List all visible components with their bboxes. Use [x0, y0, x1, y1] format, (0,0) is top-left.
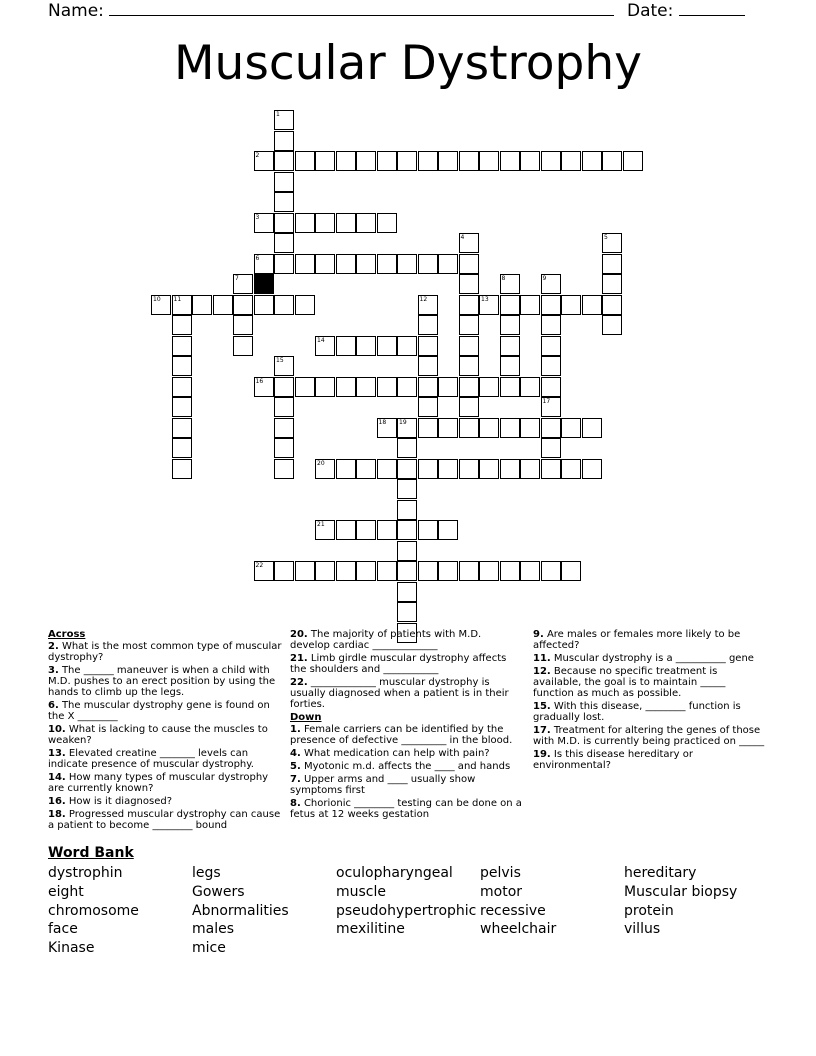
grid-cell[interactable] [192, 295, 212, 315]
grid-cell[interactable] [336, 561, 356, 581]
grid-cell[interactable] [295, 295, 315, 315]
clue-number: 4 [460, 234, 465, 241]
grid-cell[interactable] [315, 377, 335, 397]
grid-cell[interactable] [397, 479, 417, 499]
clue-number-label: 3. [48, 665, 59, 676]
clue-text: What medication can help with pain? [300, 748, 490, 759]
grid-cell[interactable] [479, 151, 499, 171]
clue-text: Treatment for altering the genes of those with M.D. is currently being practiced on _____ [533, 725, 765, 747]
grid-cell[interactable] [274, 438, 294, 458]
word-bank-item: pseudohypertrophic [336, 902, 477, 919]
clue-number: 17 [542, 398, 551, 405]
word-bank-item: chromosome [48, 902, 139, 919]
clue-item [290, 724, 524, 746]
grid-cell[interactable] [459, 459, 479, 479]
word-bank-item: Muscular biopsy [624, 883, 738, 900]
clue-number: 15 [276, 357, 284, 364]
grid-cell[interactable] [520, 295, 540, 315]
clue-number: 11 [173, 295, 182, 303]
grid-cell[interactable] [459, 151, 479, 171]
grid-cell[interactable] [274, 131, 294, 151]
grid-cell[interactable] [356, 459, 376, 479]
clue-item [290, 774, 524, 796]
clue-text: Muscular dystrophy is a __________ gene [550, 653, 754, 664]
grid-cell[interactable] [397, 459, 417, 479]
grid-cell[interactable] [295, 377, 315, 397]
clue-number-label: 18. [48, 809, 66, 820]
grid-cell[interactable] [561, 295, 581, 315]
grid-cell[interactable] [602, 295, 622, 315]
grid-cell[interactable] [561, 459, 581, 479]
clue-item [290, 798, 524, 820]
clue-number-label: 1. [290, 724, 301, 735]
grid-cell[interactable] [500, 561, 520, 581]
grid-cell[interactable] [418, 561, 438, 581]
clue-number-label: 6. [48, 700, 59, 711]
grid-cell[interactable] [541, 418, 561, 438]
grid-cell[interactable] [274, 295, 294, 315]
grid-cell[interactable] [377, 254, 397, 274]
grid-cell[interactable] [561, 418, 581, 438]
clue-text: Is this disease hereditary or environmental? [533, 749, 693, 771]
grid-cell[interactable] [418, 315, 438, 335]
clue-text: How many types of muscular dystrophy are currently known? [48, 772, 269, 794]
grid-cell[interactable] [397, 377, 417, 397]
grid-cell[interactable] [541, 356, 561, 376]
grid-cell[interactable] [336, 151, 356, 171]
grid-cell[interactable] [336, 377, 356, 397]
grid-cell[interactable] [438, 459, 458, 479]
clue-number-label: 11. [533, 653, 551, 664]
clue-text: Because no specific treatment is available, the goal is to maintain _____ function as much as possible. [533, 666, 726, 699]
grid-cell[interactable] [336, 336, 356, 356]
grid-cell[interactable] [336, 459, 356, 479]
clue-number-label: 19. [533, 749, 551, 760]
grid-cell[interactable] [500, 151, 520, 171]
clue-text: What is the most common type of muscular dystrophy? [48, 641, 282, 663]
grid-cell[interactable] [479, 459, 499, 479]
clue-item [290, 748, 524, 759]
grid-cell[interactable] [541, 151, 561, 171]
grid-cell[interactable] [233, 295, 253, 315]
clue-number-label: 22. [290, 677, 308, 688]
grid-cell[interactable] [418, 356, 438, 376]
grid-cell[interactable] [602, 315, 622, 335]
grid-cell[interactable] [541, 377, 561, 397]
clue-item [290, 677, 524, 710]
grid-cell[interactable] [500, 356, 520, 376]
clue-number-label: 8. [290, 798, 301, 809]
clue-item [48, 772, 282, 794]
grid-cell[interactable] [500, 295, 520, 315]
word-bank-item: males [192, 921, 235, 938]
grid-cell[interactable] [418, 151, 438, 171]
clue-number: 8 [501, 275, 506, 282]
grid-cell[interactable] [377, 213, 397, 233]
grid-cell[interactable] [397, 582, 417, 602]
word-bank-item: wheelchair [480, 921, 557, 938]
clue-section-heading: Down [290, 712, 322, 723]
clue-item [290, 653, 524, 675]
grid-cell[interactable] [479, 377, 499, 397]
grid-cell[interactable] [356, 213, 376, 233]
grid-cell[interactable] [582, 459, 602, 479]
grid-cell[interactable] [418, 459, 438, 479]
clue-text: Upper arms and ____ usually show symptoms first [290, 774, 476, 796]
grid-cell[interactable] [172, 418, 192, 438]
grid-cell[interactable] [315, 254, 335, 274]
grid-cell[interactable] [397, 520, 417, 540]
grid-cell[interactable] [274, 397, 294, 417]
grid-cell[interactable] [336, 254, 356, 274]
black-square [254, 274, 274, 294]
grid-cell[interactable] [561, 561, 581, 581]
clue-number: 19 [399, 418, 407, 426]
word-bank-item: Kinase [48, 940, 95, 956]
clue-number-label: 15. [533, 701, 551, 712]
grid-cell[interactable] [438, 418, 458, 438]
grid-cell[interactable] [336, 213, 356, 233]
clue-number-label: 7. [290, 774, 301, 785]
grid-cell[interactable] [295, 213, 315, 233]
grid-cell[interactable] [356, 254, 376, 274]
grid-cell[interactable] [520, 418, 540, 438]
clue-number: 12 [419, 295, 428, 303]
clue-item [533, 701, 767, 723]
clue-column-2 [290, 629, 524, 822]
grid-cell[interactable] [377, 561, 397, 581]
grid-cell[interactable] [438, 520, 458, 540]
grid-cell[interactable] [397, 151, 417, 171]
clue-number: 1 [276, 111, 280, 118]
grid-cell[interactable] [377, 336, 397, 356]
clue-number-label: 13. [48, 748, 66, 759]
grid-cell[interactable] [438, 561, 458, 581]
clue-number-label: 14. [48, 772, 66, 783]
grid-cell[interactable] [377, 151, 397, 171]
grid-cell[interactable] [397, 500, 417, 520]
clue-number-label: 17. [533, 725, 551, 736]
word-bank-item: protein [624, 902, 674, 919]
grid-cell[interactable] [438, 377, 458, 397]
grid-cell[interactable] [274, 172, 294, 192]
clue-text: Myotonic m.d. affects the ____ and hands [300, 761, 511, 772]
grid-cell[interactable] [459, 397, 479, 417]
grid-cell[interactable] [295, 151, 315, 171]
grid-cell[interactable] [315, 151, 335, 171]
clue-item [48, 700, 282, 722]
grid-cell[interactable] [602, 254, 622, 274]
grid-cell[interactable] [438, 151, 458, 171]
grid-cell[interactable] [520, 561, 540, 581]
clue-number: 18 [378, 418, 387, 426]
grid-cell[interactable] [602, 151, 622, 171]
clue-number: 3 [255, 213, 260, 221]
clue-item [533, 653, 767, 664]
clue-number: 10 [153, 295, 161, 303]
grid-cell[interactable] [172, 459, 192, 479]
grid-cell[interactable] [397, 336, 417, 356]
clue-item [533, 725, 767, 747]
grid-cell[interactable] [418, 254, 438, 274]
grid-cell[interactable] [377, 377, 397, 397]
clue-text: The majority of patients with M.D. develop cardiac _____________ [290, 629, 482, 651]
word-bank-item: oculopharyngeal [336, 865, 453, 881]
clue-number: 6 [255, 254, 260, 262]
clue-column-3 [533, 629, 767, 773]
clue-text: How is it diagnosed? [65, 796, 173, 807]
grid-cell[interactable] [397, 602, 417, 622]
grid-cell[interactable] [172, 377, 192, 397]
grid-cell[interactable] [418, 336, 438, 356]
clue-number-label: 5. [290, 761, 301, 772]
grid-cell[interactable] [541, 561, 561, 581]
word-bank-item: eight [48, 883, 84, 900]
word-bank-item: Abnormalities [192, 902, 289, 919]
clue-number-label: 10. [48, 724, 66, 735]
grid-cell[interactable] [520, 151, 540, 171]
grid-cell[interactable] [356, 377, 376, 397]
grid-cell[interactable] [274, 192, 294, 212]
clue-number-label: 4. [290, 748, 301, 759]
clue-number-label: 12. [533, 666, 551, 677]
clue-number: 22 [255, 562, 264, 569]
grid-cell[interactable] [459, 274, 479, 294]
clue-number: 5 [604, 234, 608, 241]
grid-cell[interactable] [541, 438, 561, 458]
clue-item [290, 629, 524, 651]
clue-number: 13 [481, 295, 489, 303]
clue-column-1 [48, 629, 282, 833]
grid-cell[interactable] [479, 561, 499, 581]
grid-cell[interactable] [500, 336, 520, 356]
grid-cell[interactable] [602, 274, 622, 294]
grid-cell[interactable] [295, 561, 315, 581]
grid-cell[interactable] [459, 377, 479, 397]
grid-cell[interactable] [336, 520, 356, 540]
grid-cell[interactable] [459, 315, 479, 335]
clue-text: The ______ maneuver is when a child with M.D. pushes to an erect position by using the hands to climb up the legs. [48, 665, 276, 698]
grid-cell[interactable] [172, 438, 192, 458]
clue-text: Female carriers can be identified by the presence of defective _________ in the blood. [290, 724, 513, 746]
grid-cell[interactable] [213, 295, 233, 315]
clue-text: Progressed muscular dystrophy can cause a patient to become ________ bound [48, 809, 281, 831]
word-bank-item: motor [480, 883, 523, 900]
clue-text: Limb girdle muscular dystrophy affects the shoulders and ___________ [290, 653, 507, 675]
clue-number-label: 2. [48, 641, 59, 652]
clue-number: 14 [317, 336, 325, 344]
grid-cell[interactable] [418, 397, 438, 417]
page-title: Muscular Dystrophy [174, 36, 642, 91]
grid-cell[interactable] [418, 520, 438, 540]
word-bank-item: Gowers [192, 883, 245, 900]
clue-text: Elevated creatine _______ levels can indicate presence of muscular dystrophy. [48, 748, 254, 770]
clue-number: 21 [317, 521, 325, 528]
grid-cell[interactable] [582, 151, 602, 171]
grid-cell[interactable] [438, 254, 458, 274]
word-bank-item: recessive [480, 902, 546, 919]
grid-cell[interactable] [459, 336, 479, 356]
word-bank-column-5 [624, 864, 737, 939]
clue-text: Are males or females more likely to be affected? [533, 629, 741, 651]
grid-cell[interactable] [274, 254, 294, 274]
word-bank-title: Word Bank [48, 845, 134, 861]
word-bank-column-1 [48, 864, 139, 958]
grid-cell[interactable] [582, 295, 602, 315]
grid-cell[interactable] [582, 418, 602, 438]
grid-cell[interactable] [233, 315, 253, 335]
word-bank-item: villus [624, 921, 661, 938]
clue-number-label: 20. [290, 629, 308, 640]
clue-item [48, 796, 282, 807]
clue-item [48, 809, 282, 831]
date-label: Date: [627, 1, 674, 21]
clue-item [48, 641, 282, 663]
grid-cell[interactable] [377, 520, 397, 540]
grid-cell[interactable] [397, 561, 417, 581]
grid-cell[interactable] [315, 561, 335, 581]
clue-item [290, 761, 524, 772]
clue-text: Chorionic ________ testing can be done on a fetus at 12 weeks gestation [290, 798, 522, 820]
grid-cell[interactable] [459, 561, 479, 581]
grid-cell[interactable] [315, 213, 335, 233]
clue-number: 16 [255, 377, 264, 385]
grid-cell[interactable] [274, 418, 294, 438]
grid-cell[interactable] [561, 151, 581, 171]
grid-cell[interactable] [541, 295, 561, 315]
word-bank-item: mexilitine [336, 921, 405, 938]
grid-cell[interactable] [274, 233, 294, 253]
clue-text: With this disease, ________ function is gradually lost. [533, 701, 741, 723]
word-bank-item: mice [192, 940, 226, 956]
word-bank-column-4 [480, 864, 556, 939]
grid-cell[interactable] [295, 254, 315, 274]
word-bank-item: dystrophin [48, 865, 123, 881]
clue-number-label: 16. [48, 796, 66, 807]
clue-text: _____________ muscular dystrophy is usually diagnosed when a patient is in their forties. [290, 677, 509, 710]
word-bank-item: pelvis [480, 865, 521, 881]
grid-cell[interactable] [172, 315, 192, 335]
clue-section-heading: Across [48, 629, 86, 640]
grid-cell[interactable] [500, 315, 520, 335]
grid-cell[interactable] [541, 459, 561, 479]
grid-cell[interactable] [274, 377, 294, 397]
grid-cell[interactable] [274, 213, 294, 233]
grid-cell[interactable] [172, 397, 192, 417]
grid-cell[interactable] [356, 561, 376, 581]
grid-cell[interactable] [254, 295, 274, 315]
grid-cell[interactable] [397, 438, 417, 458]
grid-cell[interactable] [356, 520, 376, 540]
grid-cell[interactable] [500, 459, 520, 479]
grid-cell[interactable] [459, 356, 479, 376]
grid-cell[interactable] [479, 418, 499, 438]
grid-cell[interactable] [397, 541, 417, 561]
word-bank-column-3 [336, 864, 476, 939]
grid-cell[interactable] [397, 254, 417, 274]
clue-number: 9 [542, 275, 547, 282]
grid-cell[interactable] [377, 459, 397, 479]
clue-item [48, 748, 282, 770]
grid-cell[interactable] [623, 151, 643, 171]
grid-cell[interactable] [500, 418, 520, 438]
grid-cell[interactable] [500, 377, 520, 397]
grid-cell[interactable] [274, 459, 294, 479]
grid-cell[interactable] [520, 459, 540, 479]
grid-cell[interactable] [233, 336, 253, 356]
grid-cell[interactable] [274, 151, 294, 171]
clue-number: 2 [255, 152, 260, 159]
clue-item [533, 629, 767, 651]
clue-number: 7 [235, 275, 239, 282]
grid-cell[interactable] [274, 561, 294, 581]
grid-cell[interactable] [459, 254, 479, 274]
grid-cell[interactable] [459, 418, 479, 438]
clue-item [48, 724, 282, 746]
grid-cell[interactable] [418, 418, 438, 438]
clue-item [533, 666, 767, 699]
word-bank-column-2 [192, 864, 289, 958]
clue-number: 20 [317, 459, 325, 467]
grid-cell[interactable] [172, 336, 192, 356]
grid-cell[interactable] [172, 356, 192, 376]
clue-number-label: 9. [533, 629, 544, 640]
clue-item [533, 749, 767, 771]
grid-cell[interactable] [459, 295, 479, 315]
grid-cell[interactable] [356, 336, 376, 356]
word-bank-item: hereditary [624, 865, 697, 881]
grid-cell[interactable] [520, 377, 540, 397]
grid-cell[interactable] [541, 315, 561, 335]
grid-cell[interactable] [356, 151, 376, 171]
grid-cell[interactable] [541, 336, 561, 356]
clue-item [48, 665, 282, 698]
clue-text: What is lacking to cause the muscles to weaken? [48, 724, 268, 746]
clue-number-label: 21. [290, 653, 308, 664]
word-bank-item: face [48, 921, 78, 938]
grid-cell[interactable] [418, 377, 438, 397]
word-bank-item: muscle [336, 883, 387, 900]
clue-text: The muscular dystrophy gene is found on the X ________ [48, 700, 270, 722]
word-bank-item: legs [192, 865, 221, 881]
name-label: Name: [48, 1, 104, 21]
